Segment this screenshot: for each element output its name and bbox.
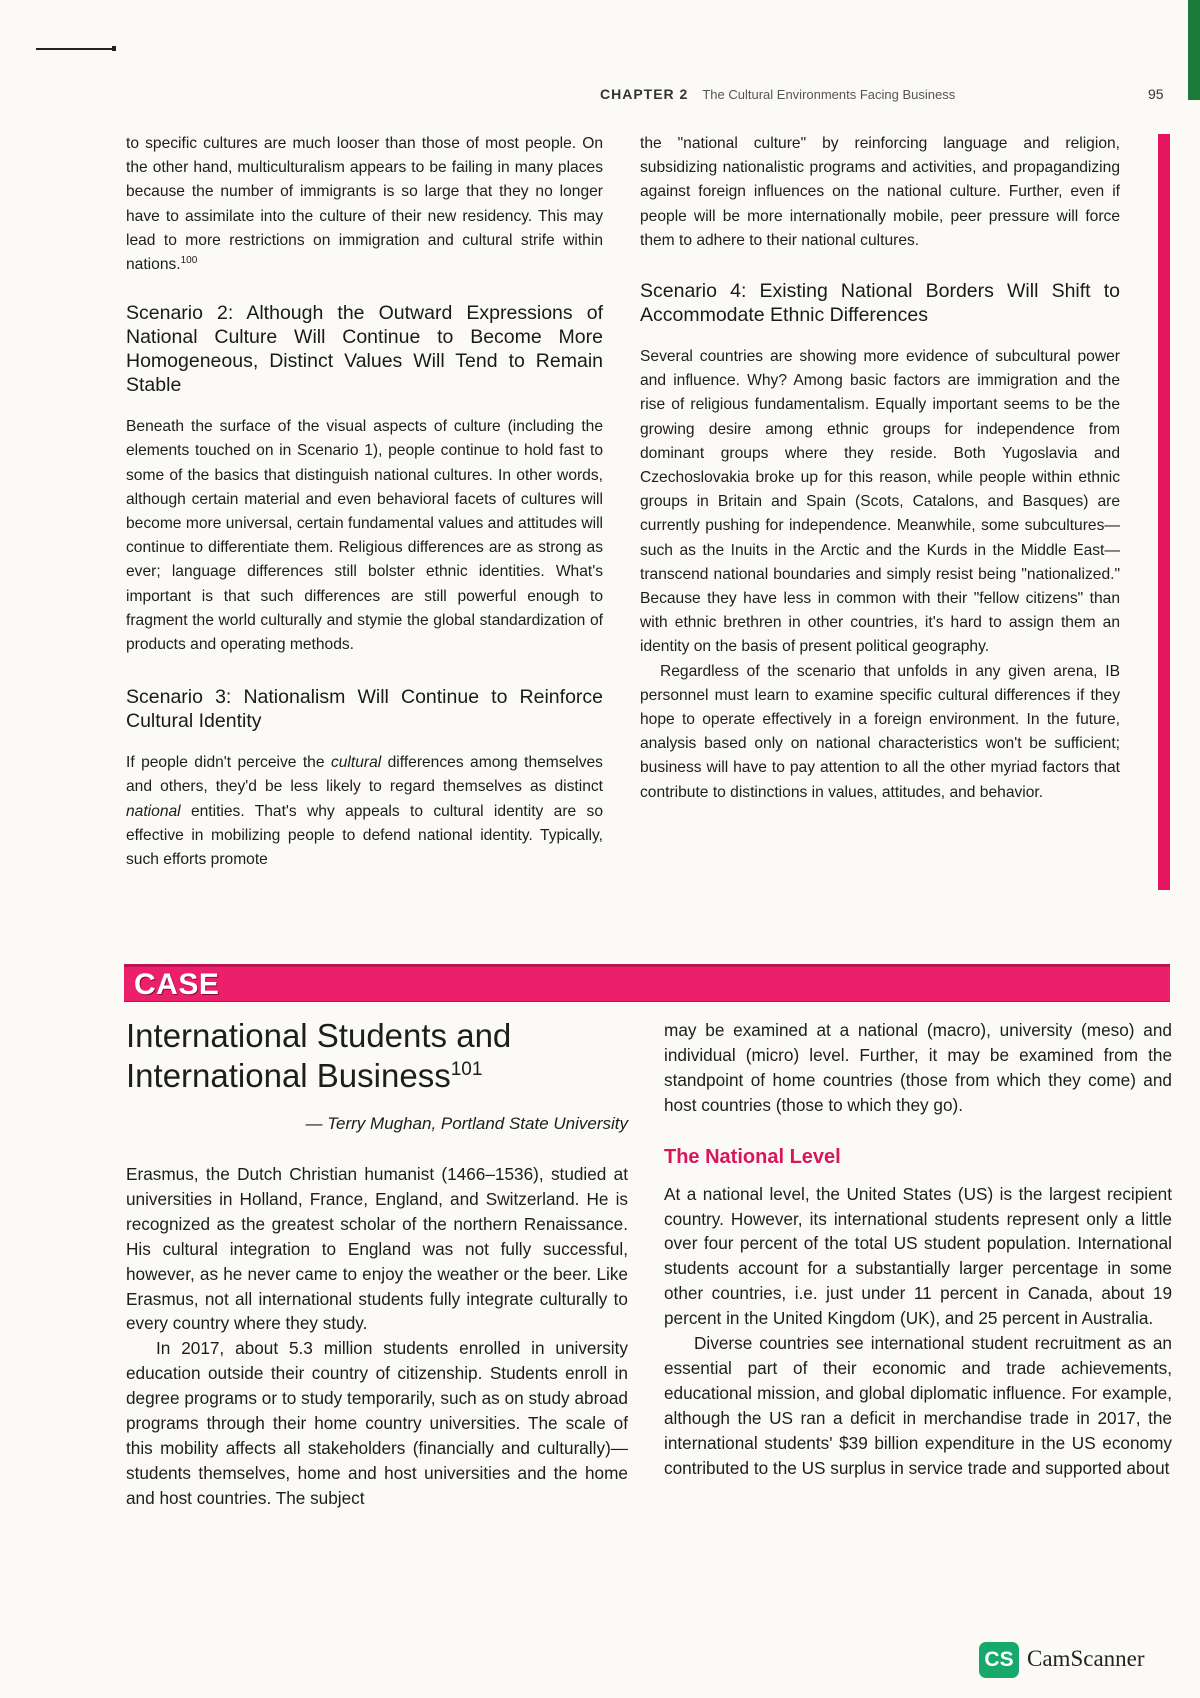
case-author: — Terry Mughan, Portland State University [305, 1114, 628, 1133]
case-paragraph-erasmus: Erasmus, the Dutch Christian humanist (1466–1536), studied at universities in Holland, France, England, and Switzerland. He is recognized as the greatest scholar of the northern Renaissance. His cultural integration to England was not fully successful, however, as he never came to enjoy the weather or the beer. Like Erasmus, not all international students fully integrate culturally to every country where they study. [126, 1164, 628, 1334]
case-paragraph-recruitment: Diverse countries see international student recruitment as an essential part of their economic and trade achievements, educational mission, and global diplomatic influence. For example, although the US ran a deficit in merchandise trade in 2017, the international students' $39 billion expenditure in the US economy contributed to the US surplus in service trade and supported about [664, 1333, 1172, 1478]
scenario-2-heading: Scenario 2: Although the Outward Expressions of National Culture Will Continue to Become More Homogeneous, Distinct Values Will Tend to Remain Stable [126, 302, 603, 397]
case-paragraph-levels: may be examined at a national (macro), university (meso) and individual (micro) level. Further, it may be examined from the standpoint of home countries (those from which they come) and host countries (those to which they go). [664, 1020, 1172, 1115]
chapter-label: CHAPTER 2 [600, 86, 689, 102]
scenario-4-heading: Scenario 4: Existing National Borders Will Shift to Accommodate Ethnic Differences [640, 280, 1120, 327]
edge-tab-marker [1188, 0, 1200, 100]
national-level-heading: The National Level [664, 1145, 841, 1168]
chapter-title: The Cultural Environments Facing Business [702, 87, 956, 102]
case-label: CASE [134, 968, 220, 1001]
case-paragraph-national: At a national level, the United States (US) is the largest recipient country. However, its international students represent only a little over four percent of the total US student population. International students account for a substantially larger percentage in some other countries, i.e. just under 11 percent in Canada, about 19 percent in the United Kingdom (UK), and 25 percent in Australia. [664, 1183, 1172, 1329]
scenario-3-paragraph: If people didn't perceive the cultural differences among themselves and others, they'd be less likely to regard themselves as distinct national entities. That's why appeals to cultural identity are so effective in mobilizing people to defend national identity. Typically, such efforts promote [126, 754, 603, 869]
case-title-footnote: 101 [450, 1059, 483, 1080]
continued-paragraph: to specific cultures are much looser than those of most people. On the other hand, multiculturalism appears to be failing in many places because the number of immigrants is so large that they no longer have to assimilate into the culture of their new residency. This may lead to more restrictions on immigration and cultural strife within nations.$^{100}$ [126, 135, 603, 274]
case-left-column [126, 1162, 628, 1511]
page-number: 95 [1148, 86, 1164, 102]
scenario-4-paragraph-2: Regardless of the scenario that unfolds in any given arena, IB personnel must learn to examine specific cultural differences if they hope to operate effectively in a foreign environment. In the future, analysis based only on national characteristics won't be sufficient; business will have to pay attention to all the other myriad factors that contribute to distinctions in values, attitudes, and behavior. [640, 662, 1120, 801]
margin-accent-bar [1158, 134, 1170, 890]
scenario-4-paragraph-1: Several countries are showing more evidence of subcultural power and influence. Why? Among basic factors are immigration and the rise of religious fundamentalism. Equally important seems to be the growing desire among ethnic groups for independence from dominant groups where they reside. Both Yugoslavia and Czechoslovakia broke up for this reason, while people within ethnic groups in Britain and Spain (Scots, Catalons, and Basques) are currently pushing for independence. Meanwhile, some subcultures—such as the Inuits in the Arctic and the Kurds in the Middle East—transcend national boundaries and simply resist being "nationalized." Because they have less in common with their "fellow citizens" than with ethnic brethren in other countries, it's hard to assign them an identity on the basis of present political geography. [640, 348, 1120, 656]
case-title: International Students and International Business$^{101}$ [126, 1017, 512, 1094]
scenario-2-paragraph: Beneath the surface of the visual aspects of culture (including the elements touched on in Scenario 1), people continue to hold fast to some of the basics that distinguish national cultures. In other words, although certain material and even behavioral facets of cultures will become more universal, certain fundamental values and attitudes will continue to differentiate them. Religious differences are as strong as ever; language differences still bolster ethnic identities. What's important is that such differences are still powerful enough to fragment the world culturally and stymie the global standardization of products and operating methods. [126, 418, 603, 654]
corner-rule [36, 48, 114, 50]
running-head [600, 86, 1032, 102]
scenario-3-heading: Scenario 3: Nationalism Will Continue to Reinforce Cultural Identity [126, 686, 603, 733]
case-banner [124, 964, 1170, 1002]
upper-right-column [640, 132, 1120, 805]
camscanner-logo-icon: CS [979, 1642, 1019, 1678]
camscanner-brand-text: CamScanner [1027, 1646, 1145, 1671]
case-paragraph-mobility: In 2017, about 5.3 million students enrolled in university education outside their country of citizenship. Students enroll in degree programs or to study temporarily, such as on study abroad programs through their home country universities. The scale of this mobility affects all stakeholders (financially and culturally)—students themselves, home and host universities and the home and host countries. The subject [126, 1338, 628, 1508]
upper-left-column [126, 132, 603, 872]
continued-paragraph-right: the "national culture" by reinforcing language and religion, subsidizing nationalistic programs and activities, and propagandizing against foreign influences on the national culture. Further, even if people will be more internationally mobile, peer pressure will force them to adhere to their national cultures. [640, 135, 1120, 249]
footnote-ref: 100 [180, 254, 198, 266]
case-right-column [664, 1018, 1172, 1481]
